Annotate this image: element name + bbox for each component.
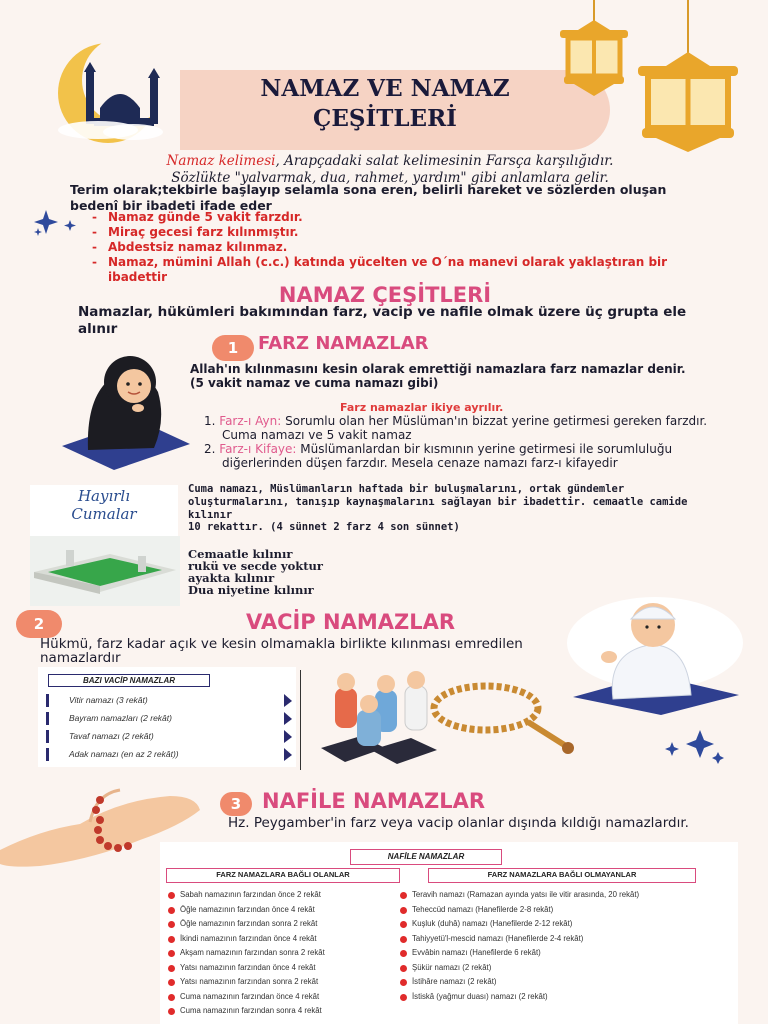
nafile-left-item: Sabah namazının farzından önce 2 rekât	[168, 888, 408, 903]
vacip-list-box	[38, 667, 296, 767]
section-number-1: 1	[212, 335, 254, 361]
funeral-casket-illustration	[30, 536, 180, 606]
nafile-left-item: Akşam namazının farzından sonra 2 rekât	[168, 946, 408, 961]
cenaze-fact: Dua niyetine kılınır	[188, 583, 314, 597]
nafile-right-item: Evvâbin namazı (Hanefilerde 6 rekât)	[400, 946, 734, 961]
section-number-3: 3	[220, 792, 252, 816]
lanterns-illustration	[548, 0, 758, 160]
farz-type-item	[204, 442, 724, 470]
cenaze-facts	[188, 548, 323, 596]
nafile-right-item: İstihâre namazı (2 rekât)	[400, 975, 734, 990]
nafile-box-title: NAFİLE NAMAZLAR	[350, 849, 502, 865]
types-description: Namazlar, hükümleri bakımından farz, vacip ve nafile olmak üzere üç grupta ele alınır	[78, 304, 687, 337]
farz-type-number: 2.	[204, 442, 216, 456]
vacip-item: Bayram namazları (2 rekât)	[46, 712, 284, 725]
cuma-card-line-1: Hayırlı	[77, 487, 131, 505]
prayer-beads-illustration	[428, 678, 578, 758]
nafile-title: NAFİLE NAMAZLAR	[262, 789, 486, 813]
nafile-right-item: Tahiyyetü'l-mescid namazı (Hanefilerde 2-4 rekât)	[400, 932, 734, 947]
nafile-left-item: İkindi namazının farzından önce 4 rekât	[168, 932, 408, 947]
cuma-rekat: 10 rekattır. (4 sünnet 2 farz 4 son sünnet)	[188, 521, 460, 533]
nafile-right-item: Teravih namazı (Ramazan ayında yatsı ile vitir arasında, 20 rekât)	[400, 888, 734, 903]
farz-type-item	[204, 414, 724, 442]
nafile-right-list	[400, 888, 734, 1004]
cuma-description: Cuma namazı, Müslümanların haftada bir buluşmalarını, ortak gündemler oluşturmalarını, tanışıp kaynaşmalarını sağlayan bir ibadettir. cemaatle camide kılınır	[188, 483, 688, 521]
cenaze-fact: Cemaatle kılınır	[188, 547, 293, 561]
praying-man-illustration	[563, 595, 743, 715]
cenaze-fact: rukü ve secde yoktur	[188, 559, 323, 573]
vacip-item: Vitir namazı (3 rekât)	[46, 694, 284, 707]
farz-type-text: Müslümanlardan bir kısmının yerine getirmesi ile sorumluluğu diğerlerinden düşen farzdır. Mesela cenaze namazı farz-ı kifayedir	[222, 442, 673, 470]
divider	[300, 670, 301, 770]
nafile-left-list	[168, 888, 408, 1019]
fact-item: - Namaz, mümini Allah (c.c.) katında yücelten ve O´na manevi olarak yaklaştıran bir ibadettir	[92, 255, 712, 285]
farz-split-heading: Farz namazlar ikiye ayrılır.	[340, 401, 504, 414]
crescent-mosque-illustration	[38, 38, 168, 148]
title-line-2: ÇEŞİTLERİ	[313, 105, 457, 132]
nafile-left-item: Öğle namazının farzından sonra 2 rekât	[168, 917, 408, 932]
children-praying-illustration	[315, 668, 445, 768]
fact-item: - Abdestsiz namaz kılınmaz.	[92, 240, 712, 255]
nafile-left-title: FARZ NAMAZLARA BAĞLI OLANLAR	[166, 868, 400, 883]
sparkle-icon	[32, 210, 80, 236]
farz-title: FARZ NAMAZLAR	[258, 333, 429, 354]
farz-type-text: Sorumlu olan her Müslüman'ın bizzat yerine getirmesi gereken farzdır. Cuma namazı ve 5 vakit namaz	[222, 414, 708, 442]
nafile-left-item: Yatsı namazının farzından sonra 2 rekât	[168, 975, 408, 990]
sparkle-icon	[660, 728, 732, 766]
nafile-description: Hz. Peygamber'in farz veya vacip olanlar dışında kıldığı namazlardır.	[228, 815, 689, 831]
farz-types-list	[204, 414, 724, 470]
title-line-1: NAMAZ VE NAMAZ	[260, 75, 510, 102]
term-definition: Terim olarak;tekbirle başlayıp selamla sona eren, belirli hareket ve sözlerden oluşan bedenî bir ibadeti ifade eder	[70, 182, 667, 213]
nafile-left-item: Cuma namazının farzından sonra 4 rekât	[168, 1004, 408, 1019]
praying-woman-illustration	[58, 350, 193, 470]
fact-item: - Namaz günde 5 vakit farzdır.	[92, 210, 712, 225]
intro-line-1	[40, 152, 740, 170]
facts-list	[92, 210, 712, 285]
types-title: NAMAZ ÇEŞİTLERİ	[278, 283, 492, 307]
cenaze-fact: ayakta kılınır	[188, 571, 275, 585]
nafile-right-item: Kuşluk (duhâ) namazı (Hanefilerde 2-12 rekât)	[400, 917, 734, 932]
farz-type-number: 1.	[204, 414, 216, 428]
nafile-right-item: Şükür namazı (2 rekât)	[400, 961, 734, 976]
intro-line-1-rest: , Arapçadaki salat kelimesinin Farsça karşılığıdır.	[275, 153, 614, 169]
hayirli-cumalar-card	[30, 485, 178, 541]
vacip-item: Tavaf namazı (2 rekât)	[46, 730, 284, 743]
intro-keyword: Namaz kelimesi	[166, 153, 276, 169]
nafile-left-item: Yatsı namazının farzından önce 4 rekât	[168, 961, 408, 976]
fact-item: - Miraç gecesi farz kılınmıştır.	[92, 225, 712, 240]
vacip-description: Hükmü, farz kadar açık ve kesin olmamakla birlikte kılınması emredilen namazlardır	[40, 636, 523, 666]
cuma-card-line-2: Cumalar	[71, 505, 137, 523]
intro-line-2: Sözlükte "yalvarmak, dua, rahmet, yardım" gibi anlamlara gelir.	[171, 170, 609, 186]
nafile-right-title: FARZ NAMAZLARA BAĞLI OLMAYANLAR	[428, 868, 696, 883]
page-title	[230, 74, 540, 134]
vacip-item: Adak namazı (en az 2 rekât))	[46, 748, 284, 761]
section-number-2: 2	[16, 610, 62, 638]
nafile-left-item: Öğle namazının farzından önce 4 rekât	[168, 903, 408, 918]
farz-description: Allah'ın kılınmasını kesin olarak emrettiği namazlara farz namazlar denir. (5 vakit namaz ve cuma namazı gibi)	[190, 362, 686, 390]
farz-type-label: Farz-ı Ayn:	[219, 414, 282, 428]
nafile-right-item: İstiskâ (yağmur duası) namazı (2 rekât)	[400, 990, 734, 1005]
vacip-title: VACİP NAMAZLAR	[246, 610, 456, 634]
nafile-table	[160, 842, 738, 1024]
nafile-right-item: Teheccüd namazı (Hanefilerde 2-8 rekât)	[400, 903, 734, 918]
farz-type-label: Farz-ı Kifaye:	[219, 442, 297, 456]
vacip-box-title: BAZI VACİP NAMAZLAR	[48, 674, 210, 687]
nafile-left-item: Cuma namazının farzından önce 4 rekât	[168, 990, 408, 1005]
